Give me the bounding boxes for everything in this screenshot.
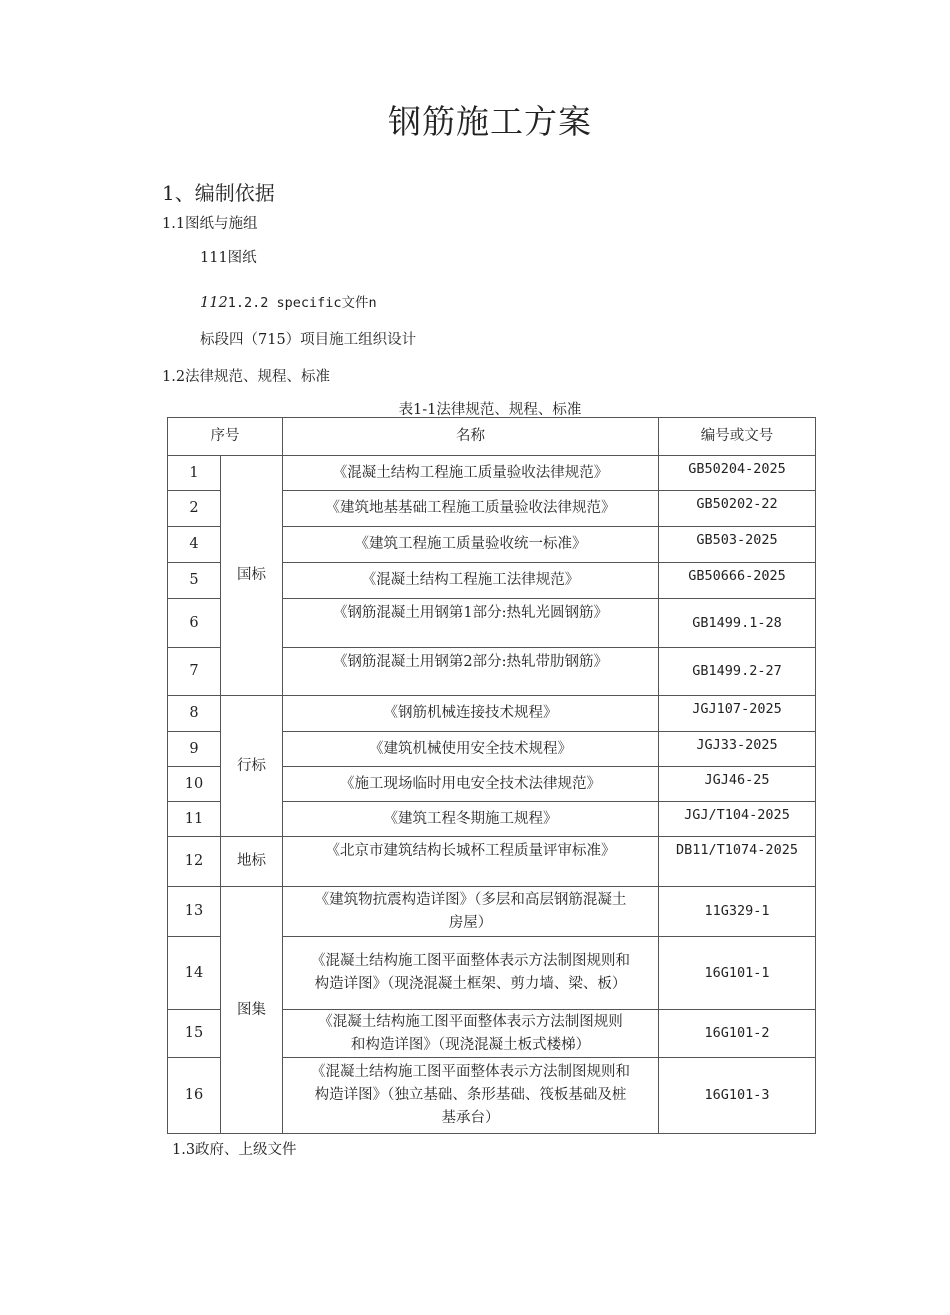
table-header-row — [168, 418, 816, 456]
row-name: 《混凝土结构工程施工法律规范》 — [283, 563, 659, 599]
row-name: 《钢筋机械连接技术规程》 — [283, 696, 659, 732]
subsection-1-1-2-number: 112 — [200, 295, 228, 311]
row-number: 11 — [168, 802, 221, 837]
group-local: 地标 — [221, 837, 283, 887]
row-name: 《建筑地基基础工程施工质量验收法律规范》 — [283, 491, 659, 527]
row-code: GB50202-22 — [659, 491, 816, 527]
row-number: 4 — [168, 527, 221, 563]
row-code: GB1499.1-28 — [659, 599, 816, 648]
subsection-1-1-1: 111图纸 — [200, 250, 257, 266]
row-name: 《混凝土结构工程施工质量验收法律规范》 — [283, 456, 659, 491]
subsection-1-1: 1.1图纸与施组 — [162, 216, 258, 232]
row-name-line: 《建筑物抗震构造详图》（多层和高层钢筋混凝土 — [314, 891, 627, 908]
table-row — [168, 837, 816, 887]
row-number: 15 — [168, 1010, 221, 1058]
row-number: 2 — [168, 491, 221, 527]
group-atlas: 图集 — [221, 887, 283, 1134]
row-number: 16 — [168, 1058, 221, 1134]
row-number: 8 — [168, 696, 221, 732]
row-code: JGJ46-25 — [659, 767, 816, 802]
row-code: GB503-2025 — [659, 527, 816, 563]
row-number: 7 — [168, 648, 221, 696]
row-name — [283, 1058, 659, 1134]
page-title: 钢筋施工方案 — [388, 102, 592, 141]
row-code: JGJ107-2025 — [659, 696, 816, 732]
table-row — [168, 696, 816, 732]
row-code: JGJ33-2025 — [659, 732, 816, 767]
group-industry: 行标 — [221, 696, 283, 837]
row-name — [283, 1010, 659, 1058]
row-number: 6 — [168, 599, 221, 648]
standards-table — [167, 417, 816, 1134]
row-code: 16G101-3 — [659, 1058, 816, 1134]
row-number: 13 — [168, 887, 221, 937]
row-code: 11G329-1 — [659, 887, 816, 937]
row-number: 5 — [168, 563, 221, 599]
row-name-line: 构造详图》（独立基础、条形基础、筏板基础及桩 — [314, 1087, 627, 1103]
row-number: 9 — [168, 732, 221, 767]
row-name-line: 《混凝土结构施工图平面整体表示方法制图规则和 — [311, 1064, 630, 1080]
row-name — [283, 887, 659, 937]
row-name-line: 构造详图》（现浇混凝土框架、剪力墙、梁、板） — [314, 976, 627, 992]
subsection-1-2: 1.2法律规范、规程、标准 — [162, 369, 331, 385]
row-code: GB50666-2025 — [659, 563, 816, 599]
row-name-line: 《混凝土结构施工图平面整体表示方法制图规则和 — [311, 953, 630, 969]
row-name — [283, 937, 659, 1010]
subsection-1-1-2-text: 1.2.2 specific文件n — [227, 295, 377, 311]
row-code: JGJ/T104-2025 — [659, 802, 816, 837]
construction-design-line: 标段四（715）项目施工组织设计 — [200, 332, 417, 348]
header-name: 名称 — [283, 418, 659, 456]
row-name: 《建筑工程施工质量验收统一标准》 — [283, 527, 659, 563]
group-national: 国标 — [221, 456, 283, 696]
row-name: 《建筑机械使用安全技术规程》 — [283, 732, 659, 767]
table-row — [168, 887, 816, 937]
row-code: GB50204-2025 — [659, 456, 816, 491]
row-number: 12 — [168, 837, 221, 887]
row-code: 16G101-1 — [659, 937, 816, 1010]
row-number: 10 — [168, 767, 221, 802]
row-name-line: 房屋） — [448, 914, 493, 931]
table-caption: 表1-1法律规范、规程、标准 — [398, 402, 582, 418]
row-name: 《北京市建筑结构长城杯工程质量评审标准》 — [283, 837, 659, 887]
subsection-1-3: 1.3政府、上级文件 — [172, 1142, 297, 1158]
row-number: 1 — [168, 456, 221, 491]
row-code: 16G101-2 — [659, 1010, 816, 1058]
row-name: 《施工现场临时用电安全技术法律规范》 — [283, 767, 659, 802]
row-code: DB11/T1074-2025 — [659, 837, 816, 887]
row-code: GB1499.2-27 — [659, 648, 816, 696]
row-number: 14 — [168, 937, 221, 1010]
row-name: 《建筑工程冬期施工规程》 — [283, 802, 659, 837]
row-name-line: 基承台） — [441, 1110, 500, 1126]
row-name-line: 和构造详图》（现浇混凝土板式楼梯） — [350, 1036, 591, 1053]
table-row — [168, 456, 816, 491]
header-code: 编号或文号 — [659, 418, 816, 456]
row-name-line: 《混凝土结构施工图平面整体表示方法制图规则 — [318, 1013, 623, 1030]
section-heading-1: 1、编制依据 — [162, 181, 275, 205]
header-seq: 序号 — [168, 418, 283, 456]
subsection-1-1-2 — [200, 291, 377, 311]
row-name: 《钢筋混凝土用钢第2部分:热轧带肋钢筋》 — [283, 648, 659, 696]
row-name: 《钢筋混凝土用钢第1部分:热轧光圆钢筋》 — [283, 599, 659, 648]
